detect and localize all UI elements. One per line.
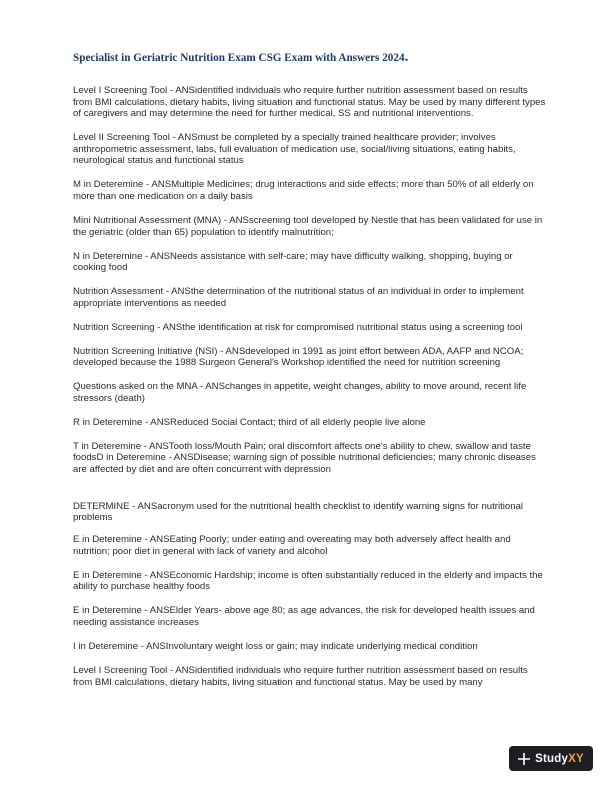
plus-cross-icon (518, 753, 530, 765)
flashcard-entry: E in Deteremine - ANSEconomic Hardship; income is often substantially reduced in the elderly and impacts the ability to purchase healthy foods (73, 569, 543, 593)
flashcard-entry: R in Deteremine - ANSReduced Social Contact; third of all elderly people live alone (73, 416, 426, 428)
flashcard-entry: Mini Nutritional Assessment (MNA) - ANSscreening tool developed by Nestle that has been validated for use in the geriatric (older than 65) population to identify malnutrition; (73, 214, 543, 238)
document-title-text: Specialist in Geriatric Nutrition Exam CSG Exam with Answers 2024 (73, 52, 405, 64)
flashcard-list (73, 85, 548, 688)
flashcard-entry: Nutrition Screening Initiative (NSI) - ANSdeveloped in 1991 as joint effort between ADA, AAFP and NCOA; developed because the 1988 Surgeon General's Workshop identified the need for nutrition screening (73, 345, 524, 369)
flashcard-entry: E in Deteremine - ANSEating Poorly; under eating and overeating may both adversely affect health and nutrition; poor diet in general with lack of variety and alcohol (73, 534, 511, 557)
flashcard-entry: DETERMINE - ANSacronym used for the nutritional health checklist to identify warning signs for nutritional problems (73, 500, 524, 524)
flashcard-entry: I in Deteremine - ANSInvoluntary weight loss or gain; may indicate underlying medical condition (73, 640, 478, 652)
brand-name (535, 753, 584, 765)
document-title-end: . (404, 49, 409, 65)
brand-name-study: Study (535, 752, 569, 765)
flashcard-entry: M in Deteremine - ANSMultiple Medicines; drug interactions and side effects; more than 50% of all elderly on more than one medication on a daily basis (73, 179, 534, 202)
studyxy-logo-badge[interactable] (509, 746, 593, 771)
flashcard-entry: Level II Screening Tool - ANSmust be completed by a specially trained healthcare provider; involves anthropometric assessment, labs, full evaluation of medication use, social/living situations, eating habits, neurological status and functional status (73, 132, 516, 167)
flashcard-entry: T in Deteremine - ANSTooth loss/Mouth Pain; oral discomfort affects one's ability to chew, swallow and taste foodsD in Deteremine - ANSDisease; warning sign of possible nutritional deficiencies; many chronic diseases are affected by diet and are often concurrent with depression (73, 440, 536, 475)
brand-name-xy: XY (568, 752, 584, 765)
flashcard-entry: Questions asked on the MNA - ANSchanges in appetite, weight changes, ability to move around, recent life stressors (death) (73, 381, 527, 404)
flashcard-entry: E in Deteremine - ANSElder Years- above age 80; as age advances, the risk for developed health issues and needing assistance increases (73, 605, 535, 628)
flashcard-entry: Nutrition Screening - ANSthe identification at risk for compromised nutritional status using a screening tool (73, 321, 523, 333)
document-title (73, 49, 409, 65)
flashcard-entry: N in Deteremine - ANSNeeds assistance with self-care; may have difficulty walking, shopping, buying or cooking food (73, 250, 513, 274)
flashcard-entry: Nutrition Assessment - ANSthe determination of the nutritional status of an individual in order to implement appropriate interventions as needed (73, 286, 524, 309)
flashcard-entry: Level I Screening Tool - ANSidentified individuals who require further nutrition assessment based on results from BMI calculations, dietary habits, living situation and functional status. May be used by many different types of caregivers and may determine the need for further medical, SS and nutritional interventions. (73, 85, 546, 120)
flashcard-entry: Level I Screening Tool - ANSidentified individuals who require further nutrition assessment based on results from BMI calculations, dietary habits, living situation and functional status. May be used by many (73, 664, 528, 688)
